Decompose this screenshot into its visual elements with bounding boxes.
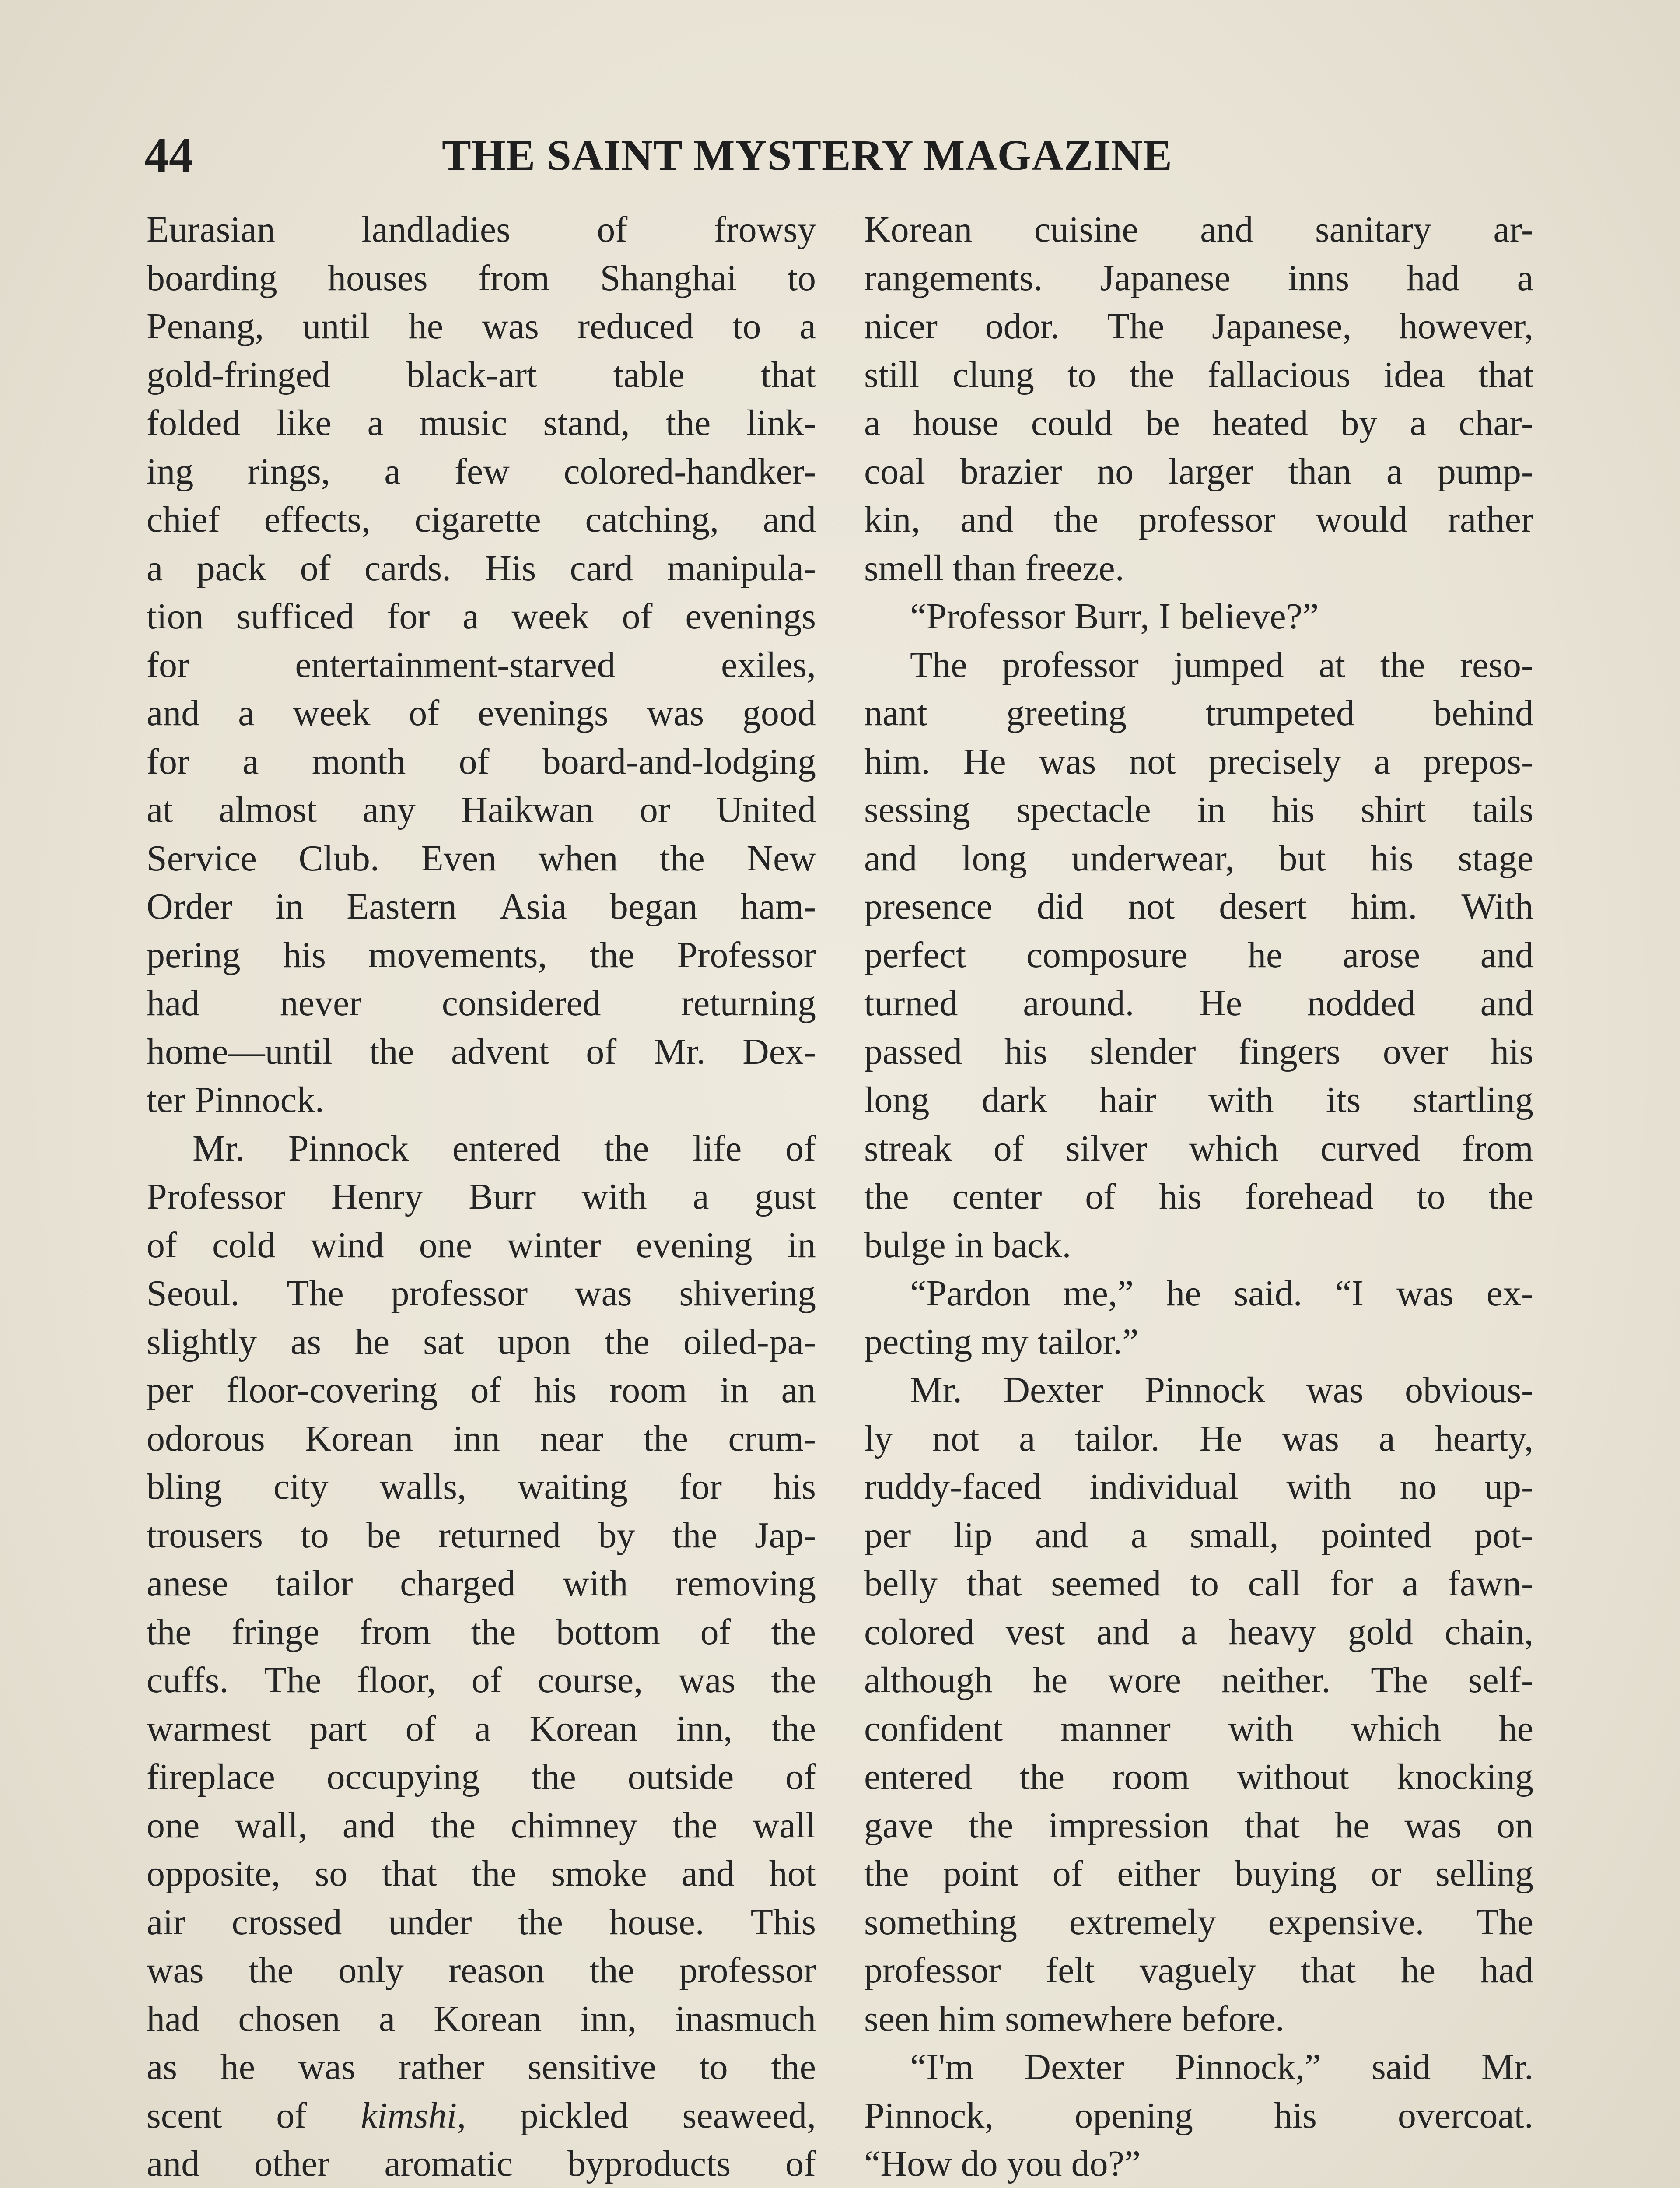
text-line: “Professor Burr, I believe?”: [910, 596, 1319, 637]
text-line: and other aromatic byproducts of: [147, 2143, 816, 2184]
text-line: entered the room without knocking: [864, 1757, 1533, 1797]
text-line: although he wore neither. The self-: [864, 1660, 1533, 1701]
text-line: kin, and the professor would rather: [864, 499, 1533, 540]
text-line: turned around. He nodded and: [864, 983, 1533, 1024]
text-line: pecting my tailor.”: [864, 1321, 1139, 1362]
text-line: “I'm Dexter Pinnock,” said Mr.: [910, 2047, 1533, 2087]
page-header: [144, 127, 1247, 193]
text-line: a pack of cards. His card manipula-: [147, 547, 816, 589]
text-line: for a month of board-and-lodging: [147, 741, 816, 782]
text-line: Mr. Pinnock entered the life of: [192, 1128, 816, 1169]
text-line: perfect composure he arose and: [864, 934, 1533, 975]
text-line: something extremely expensive. The: [864, 1901, 1533, 1943]
text-line: as he was rather sensitive to the: [147, 2047, 816, 2087]
text-line: ruddy-faced individual with no up-: [864, 1466, 1533, 1507]
text-line: of cold wind one winter evening in: [147, 1224, 816, 1266]
text-line: and long underwear, but his stage: [864, 838, 1533, 879]
text-line: Service Club. Even when the New: [147, 838, 816, 879]
text-line: home—until the advent of Mr. Dex-: [147, 1031, 816, 1072]
text-line: the point of either buying or selling: [864, 1853, 1533, 1894]
text-line: colored vest and a heavy gold chain,: [864, 1611, 1533, 1652]
text-line: streak of silver which curved from: [864, 1128, 1533, 1169]
text-line: a house could be heated by a char-: [864, 403, 1533, 443]
text-line: Mr. Dexter Pinnock was obvious-: [910, 1370, 1533, 1410]
text-line: smell than freeze.: [864, 547, 1124, 589]
text-line: Eurasian landladies of frowsy: [147, 209, 816, 250]
text-line: boarding houses from Shanghai to: [147, 257, 816, 298]
text-line: chief effects, cigarette catching, and: [147, 499, 816, 540]
text-line: the center of his forehead to the: [864, 1176, 1533, 1217]
text-line: him. He was not precisely a prepos-: [864, 741, 1533, 782]
text-line: The professor jumped at the reso-: [910, 644, 1533, 685]
text-line: trousers to be returned by the Jap-: [147, 1515, 816, 1556]
text-line: tion sufficed for a week of evenings: [147, 596, 816, 637]
text-line: “How do you do?”: [864, 2143, 1141, 2184]
text-line: at almost any Haikwan or United: [147, 789, 816, 830]
text-line: ter Pinnock.: [147, 1080, 324, 1120]
text-line: still clung to the fallacious idea that: [864, 354, 1533, 395]
text-line: coal brazier no larger than a pump-: [864, 451, 1533, 492]
text-line: per lip and a small, pointed pot-: [864, 1515, 1533, 1556]
text-line: had never considered returning: [147, 983, 816, 1024]
text-line: anese tailor charged with removing: [147, 1563, 816, 1604]
text-line: passed his slender fingers over his: [864, 1031, 1533, 1072]
text-line: and a week of evenings was good: [147, 693, 816, 733]
text-line: ing rings, a few colored-handker-: [147, 451, 816, 492]
text-line: nant greeting trumpeted behind: [864, 693, 1533, 733]
text-line: “Pardon me,” he said. “I was ex-: [910, 1273, 1533, 1314]
text-line: cuffs. The floor, of course, was the: [147, 1660, 816, 1701]
text-line: air crossed under the house. This: [147, 1901, 816, 1943]
page-number: 44: [144, 128, 193, 182]
text-line: slightly as he sat upon the oiled-pa-: [147, 1321, 816, 1362]
text-line: for entertainment-starved exiles,: [147, 644, 816, 685]
running-title: THE SAINT MYSTERY MAGAZINE: [442, 131, 1172, 179]
text-line: belly that seemed to call for a fawn-: [864, 1563, 1533, 1604]
text-line: seen him somewhere before.: [864, 1998, 1284, 2039]
text-line: confident manner with which he: [864, 1708, 1533, 1749]
text-line: pering his movements, the Professor: [147, 934, 816, 975]
text-line: the fringe from the bottom of the: [147, 1611, 816, 1652]
text-line: Pinnock, opening his overcoat.: [864, 2095, 1533, 2136]
text-line: was the only reason the professor: [147, 1950, 816, 1991]
text-line: odorous Korean inn near the crum-: [147, 1418, 816, 1459]
text-line: Korean cuisine and sanitary ar-: [864, 209, 1533, 250]
right-text-column: [864, 206, 1533, 2188]
text-line: ly not a tailor. He was a hearty,: [864, 1418, 1533, 1459]
text-line: Order in Eastern Asia began ham-: [147, 886, 816, 927]
text-line: gave the impression that he was on: [864, 1805, 1533, 1846]
text-line: warmest part of a Korean inn, the: [147, 1708, 816, 1749]
text-line: long dark hair with its startling: [864, 1080, 1533, 1120]
text-line: presence did not desert him. With: [864, 886, 1533, 927]
text-line: had chosen a Korean inn, inasmuch: [147, 1998, 816, 2039]
text-line: professor felt vaguely that he had: [864, 1950, 1533, 1991]
text-line: one wall, and the chimney the wall: [147, 1805, 816, 1846]
text-line: sessing spectacle in his shirt tails: [864, 789, 1533, 830]
text-line: fireplace occupying the outside of: [147, 1757, 816, 1797]
text-line: per floor-covering of his room in an: [147, 1370, 816, 1410]
text-line: folded like a music stand, the link-: [147, 403, 816, 443]
text-line: bulge in back.: [864, 1224, 1071, 1266]
text-line: opposite, so that the smoke and hot: [147, 1853, 816, 1894]
text-line: rangements. Japanese inns had a: [864, 257, 1533, 298]
text-line: Professor Henry Burr with a gust: [147, 1176, 816, 1217]
text-line: Penang, until he was reduced to a: [147, 306, 816, 347]
left-text-column: [147, 206, 816, 2188]
text-line: Seoul. The professor was shivering: [147, 1273, 816, 1314]
text-line: scent of kimshi, pickled seaweed,: [147, 2095, 816, 2136]
text-line: nicer odor. The Japanese, however,: [864, 306, 1533, 347]
text-line: gold-fringed black-art table that: [147, 354, 816, 395]
text-line: bling city walls, waiting for his: [147, 1466, 816, 1507]
